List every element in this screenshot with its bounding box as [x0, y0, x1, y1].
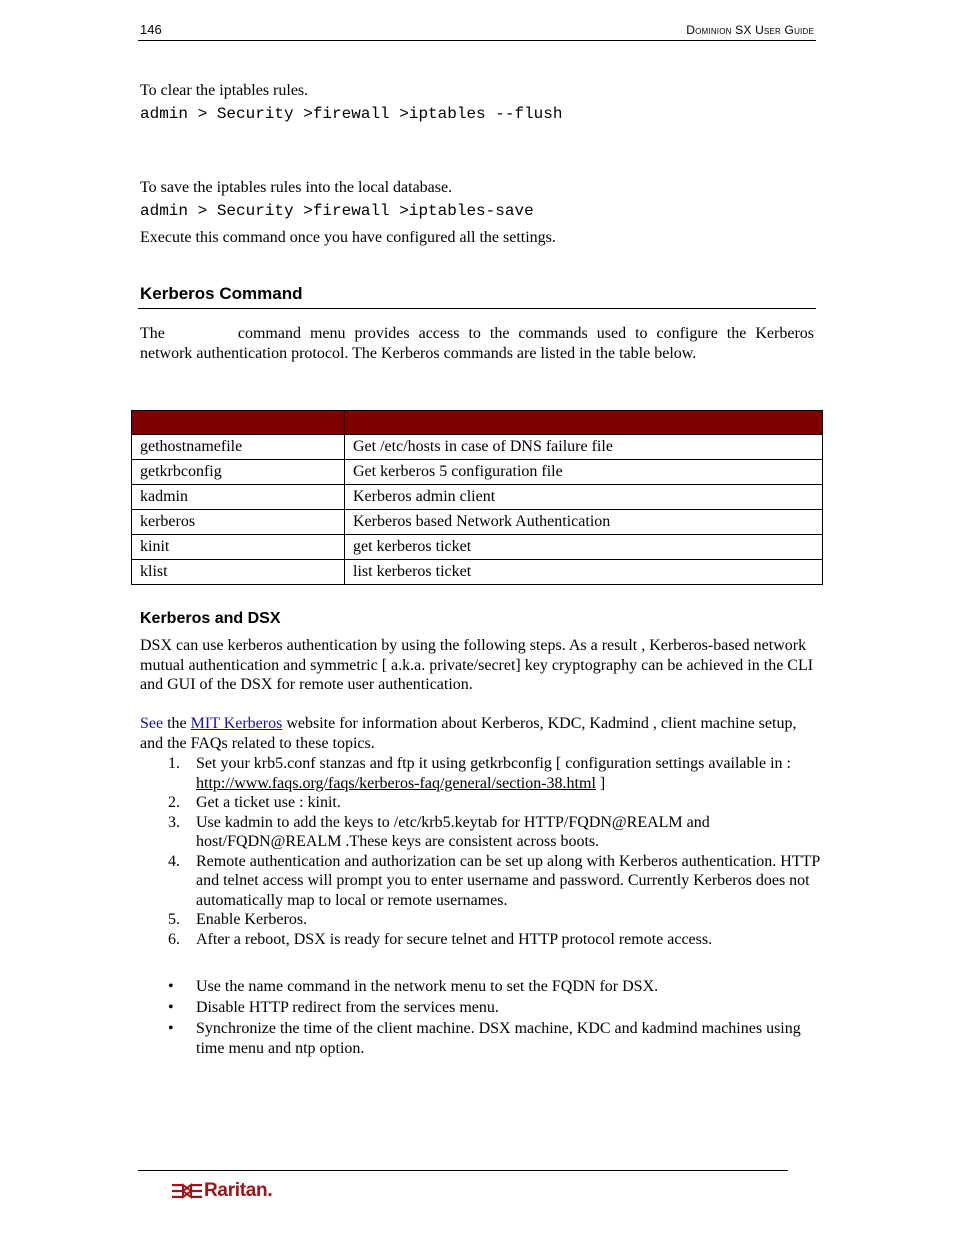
step-text: Get a ticket use : kinit.	[196, 794, 341, 811]
step-text: Remote authentication and authorization can be set up along with Kerberos authentication. HTTP and telnet access will prompt you to enter username and password. Currently Kerberos does not automatically map to local or remote usernames.	[196, 852, 820, 909]
command-cell: kerberos	[132, 510, 345, 535]
list-item	[140, 977, 820, 997]
raritan-logo-text: Raritan.	[204, 1180, 273, 1201]
step-text-end: ]	[595, 774, 606, 792]
step-number: 1.	[168, 755, 180, 772]
bullet-text: Disable HTTP redirect from the services menu.	[196, 999, 499, 1016]
table-header-cell	[132, 411, 345, 435]
description-cell: Get /etc/hosts in case of DNS failure file	[345, 435, 823, 460]
command-cell: kinit	[132, 535, 345, 560]
raritan-logo-icon	[172, 1181, 202, 1201]
section-rule	[138, 308, 816, 309]
list-item	[140, 930, 820, 950]
description-cell: get kerberos ticket	[345, 535, 823, 560]
step-number: 5.	[168, 911, 180, 928]
mit-kerberos-link[interactable]: MIT Kerberos	[190, 715, 283, 732]
description-cell: Get kerberos 5 configuration file	[345, 460, 823, 485]
list-item	[140, 813, 820, 852]
subsection-heading-kerberos-dsx: Kerberos and DSX	[140, 610, 281, 627]
table-row	[132, 535, 823, 560]
bullet-icon: •	[168, 978, 174, 995]
step-text: Use kadmin to add the keys to /etc/krb5.keytab for HTTP/FQDN@REALM and host/FQDN@REALM .These keys are consistent across boots.	[196, 813, 710, 850]
see-also-paragraph	[140, 714, 820, 753]
footer-rule	[138, 1170, 788, 1171]
step-text: After a reboot, DSX is ready for secure telnet and HTTP protocol remote access.	[196, 930, 713, 948]
intro-start: The	[140, 325, 165, 342]
description-cell: list kerberos ticket	[345, 560, 823, 585]
section-heading-kerberos-command: Kerberos Command	[140, 284, 303, 303]
header-rule	[138, 40, 816, 41]
save-intro: To save the iptables rules into the local database.	[140, 179, 453, 196]
table-row	[132, 510, 823, 535]
table-header-cell	[345, 411, 823, 435]
kerberos-intro	[140, 324, 814, 363]
step-text: Set your krb5.conf stanzas and ftp it using getkrbconfig [ configuration settings available in :	[196, 755, 791, 772]
list-item	[140, 793, 820, 813]
intro-rest: command menu provides access to the commands used to configure the Kerberos network authentication protocol. The Kerberos commands are listed in the table below.	[140, 325, 814, 362]
see-text: the	[163, 715, 191, 732]
table-row	[132, 560, 823, 585]
step-number: 3.	[168, 813, 180, 831]
description-cell: Kerberos admin client	[345, 485, 823, 510]
command-cell: klist	[132, 560, 345, 585]
tips-list	[140, 977, 820, 1058]
command-cell: gethostnamefile	[132, 435, 345, 460]
step-number: 4.	[168, 852, 180, 870]
kerberos-command-table	[131, 410, 823, 585]
bullet-icon: •	[168, 1020, 174, 1037]
list-item	[140, 998, 820, 1018]
description-cell: Kerberos based Network Authentication	[345, 510, 823, 535]
list-item	[140, 910, 820, 930]
table-row	[132, 435, 823, 460]
table-row	[132, 460, 823, 485]
command-cell: getkrbconfig	[132, 460, 345, 485]
raritan-logo	[172, 1180, 272, 1202]
save-command: admin > Security >firewall >iptables-save	[140, 202, 534, 220]
page-number: 146	[140, 22, 162, 37]
save-note: Execute this command once you have configured all the settings.	[140, 229, 556, 246]
flush-intro: To clear the iptables rules.	[140, 82, 309, 99]
bullet-icon: •	[168, 999, 174, 1016]
faq-url-link[interactable]: http://www.faqs.org/faqs/kerberos-faq/general/section-38.html	[196, 774, 596, 792]
list-item	[140, 852, 820, 911]
steps-list	[140, 754, 820, 949]
dsx-paragraph: DSX can use kerberos authentication by using the following steps. As a result , Kerberos-based network mutual authentication and symmetric [ a.k.a. private/secret] key cryptography can be achieved in the CLI and GUI of the DSX for remote user authentication.	[140, 637, 814, 693]
flush-command: admin > Security >firewall >iptables --flush	[140, 105, 563, 123]
table-row	[132, 485, 823, 510]
bullet-text: Synchronize the time of the client machine. DSX machine, KDC and kadmind machines using time menu and ntp option.	[196, 1020, 801, 1057]
see-link[interactable]: See	[140, 715, 164, 732]
table-header-row	[132, 411, 823, 435]
running-title: Dominion SX User Guide	[686, 23, 814, 37]
step-text: Enable Kerberos.	[196, 911, 308, 928]
step-number: 6.	[168, 930, 180, 948]
list-item	[140, 1019, 820, 1058]
bullet-text: Use the name command in the network menu to set the FQDN for DSX.	[196, 978, 659, 995]
command-cell: kadmin	[132, 485, 345, 510]
step-number: 2.	[168, 794, 180, 811]
see-rest: website for information about Kerberos, KDC, Kadmind , client machine setup, and the FAQs related to these topics.	[140, 715, 797, 752]
list-item	[140, 754, 820, 793]
